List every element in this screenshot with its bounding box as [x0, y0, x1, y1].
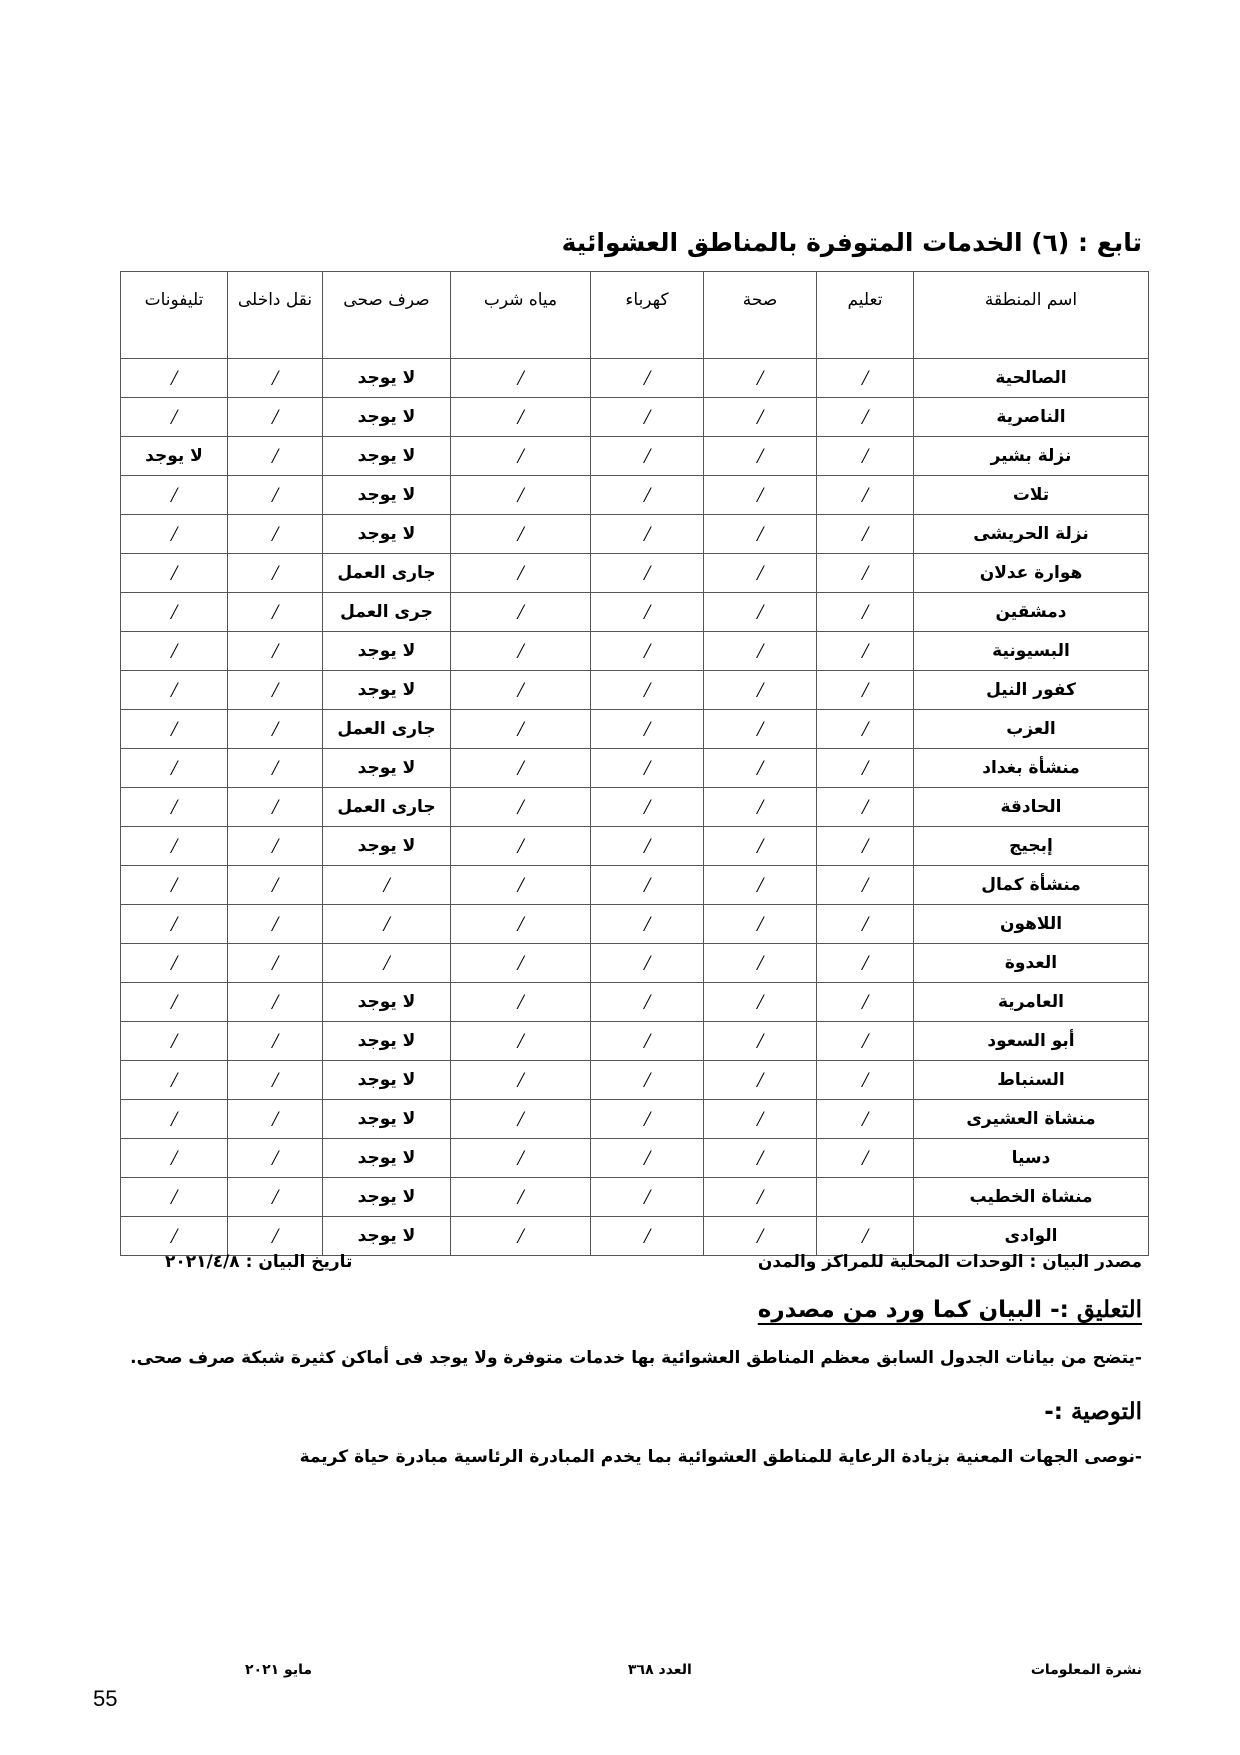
service-cell: / — [228, 593, 323, 632]
column-header: نقل داخلى — [228, 272, 323, 359]
service-cell: / — [121, 983, 228, 1022]
service-cell: / — [121, 1178, 228, 1217]
table-row — [121, 944, 1149, 983]
service-cell: لا يوجد — [323, 1178, 451, 1217]
service-cell: / — [228, 554, 323, 593]
service-cell: / — [591, 944, 704, 983]
recommendation-heading — [1044, 1398, 1142, 1425]
service-cell: / — [228, 983, 323, 1022]
table-row — [121, 749, 1149, 788]
service-cell: / — [121, 866, 228, 905]
service-cell: / — [704, 1100, 817, 1139]
area-name-cell: الحادقة — [914, 788, 1149, 827]
page-number: 55 — [93, 1686, 118, 1711]
service-cell: / — [228, 1022, 323, 1061]
table-row — [121, 866, 1149, 905]
area-name-cell: منشأة بغداد — [914, 749, 1149, 788]
service-cell: / — [228, 1061, 323, 1100]
service-cell: / — [121, 671, 228, 710]
service-cell: / — [228, 398, 323, 437]
service-cell: / — [451, 437, 591, 476]
service-cell: / — [121, 827, 228, 866]
service-cell: / — [591, 515, 704, 554]
service-cell: لا يوجد — [323, 749, 451, 788]
table-row — [121, 827, 1149, 866]
service-cell: / — [591, 671, 704, 710]
area-name-cell: كفور النيل — [914, 671, 1149, 710]
area-name-cell: البسيونية — [914, 632, 1149, 671]
service-cell: جرى العمل — [323, 593, 451, 632]
service-cell: / — [704, 983, 817, 1022]
service-cell: / — [591, 983, 704, 1022]
service-cell: / — [121, 905, 228, 944]
service-cell: / — [121, 515, 228, 554]
column-header: مياه شرب — [451, 272, 591, 359]
recommendation-label: التوصية — [1070, 1398, 1142, 1425]
service-cell: / — [817, 1061, 914, 1100]
service-cell: / — [121, 1100, 228, 1139]
area-name-cell: نزلة الحريشى — [914, 515, 1149, 554]
service-cell: / — [704, 593, 817, 632]
service-cell: / — [228, 1139, 323, 1178]
service-cell: / — [228, 944, 323, 983]
service-cell: / — [228, 1100, 323, 1139]
area-name-cell: منشأة كمال — [914, 866, 1149, 905]
column-header: تعليم — [817, 272, 914, 359]
service-cell: / — [228, 827, 323, 866]
service-cell: / — [704, 1178, 817, 1217]
table-row — [121, 788, 1149, 827]
area-name-cell: العزب — [914, 710, 1149, 749]
column-header: تليفونات — [121, 272, 228, 359]
service-cell: لا يوجد — [323, 671, 451, 710]
service-cell: / — [704, 554, 817, 593]
service-cell: / — [704, 1139, 817, 1178]
service-cell: / — [451, 710, 591, 749]
service-cell: / — [704, 476, 817, 515]
service-cell: / — [228, 1178, 323, 1217]
area-name-cell: نزلة بشير — [914, 437, 1149, 476]
service-cell: لا يوجد — [323, 1139, 451, 1178]
service-cell: / — [323, 905, 451, 944]
service-cell: / — [817, 827, 914, 866]
service-cell: / — [704, 1022, 817, 1061]
footer-publication: نشرة المعلومات — [1030, 1662, 1142, 1678]
service-cell: / — [704, 398, 817, 437]
table-row — [121, 398, 1149, 437]
footer-issue: العدد ٣٦٨ — [628, 1662, 692, 1678]
table-row — [121, 671, 1149, 710]
table-body — [121, 359, 1149, 1256]
service-cell: / — [817, 710, 914, 749]
service-cell: / — [591, 1178, 704, 1217]
service-cell: لا يوجد — [121, 437, 228, 476]
service-cell: / — [817, 1139, 914, 1178]
service-cell: / — [817, 1100, 914, 1139]
service-cell: / — [817, 476, 914, 515]
service-cell: / — [817, 905, 914, 944]
table-row — [121, 554, 1149, 593]
service-cell: / — [451, 515, 591, 554]
column-header: صرف صحى — [323, 272, 451, 359]
table-row — [121, 632, 1149, 671]
service-cell: / — [817, 398, 914, 437]
area-name-cell: العامرية — [914, 983, 1149, 1022]
table-row — [121, 593, 1149, 632]
service-cell: / — [121, 1061, 228, 1100]
service-cell: جارى العمل — [323, 554, 451, 593]
service-cell: / — [451, 827, 591, 866]
service-cell: / — [704, 632, 817, 671]
service-cell: / — [121, 1217, 228, 1256]
service-cell: لا يوجد — [323, 398, 451, 437]
service-cell: / — [228, 710, 323, 749]
service-cell: / — [451, 632, 591, 671]
service-cell: / — [451, 398, 591, 437]
service-cell: / — [451, 593, 591, 632]
service-cell: / — [228, 515, 323, 554]
table-row — [121, 1022, 1149, 1061]
service-cell: جارى العمل — [323, 710, 451, 749]
service-cell: / — [817, 866, 914, 905]
service-cell: / — [591, 866, 704, 905]
table-header-row — [121, 272, 1149, 359]
area-name-cell: الوادى — [914, 1217, 1149, 1256]
service-cell: / — [704, 749, 817, 788]
recommendation-text: -نوصى الجهات المعنية بزيادة الرعاية للمناطق العشوائية بما يخدم المبادرة الرئاسية مبادرة حياة كريمة — [299, 1447, 1142, 1467]
service-cell: / — [121, 632, 228, 671]
service-cell: / — [451, 671, 591, 710]
service-cell: / — [591, 1139, 704, 1178]
service-cell: / — [817, 1022, 914, 1061]
service-cell: / — [704, 827, 817, 866]
data-source: مصدر البيان : الوحدات المحلية للمراكز والمدن — [757, 1252, 1142, 1272]
table-row — [121, 1061, 1149, 1100]
table-row — [121, 1217, 1149, 1256]
table-row — [121, 983, 1149, 1022]
area-name-cell: منشاة الخطيب — [914, 1178, 1149, 1217]
service-cell: / — [228, 632, 323, 671]
service-cell: / — [704, 1217, 817, 1256]
service-cell: / — [228, 437, 323, 476]
comment-heading-rest: :- البيان كما ورد من مصدره — [757, 1297, 1077, 1323]
table-row — [121, 1139, 1149, 1178]
service-cell: لا يوجد — [323, 632, 451, 671]
service-cell: / — [704, 359, 817, 398]
table-row — [121, 905, 1149, 944]
service-cell: / — [817, 515, 914, 554]
table-row — [121, 359, 1149, 398]
service-cell: / — [451, 359, 591, 398]
service-cell: / — [228, 788, 323, 827]
area-name-cell: اللاهون — [914, 905, 1149, 944]
service-cell: / — [121, 476, 228, 515]
service-cell — [817, 1178, 914, 1217]
recommendation-heading-rest: :- — [1044, 1399, 1071, 1425]
service-cell: / — [817, 593, 914, 632]
service-cell: / — [817, 671, 914, 710]
service-cell: / — [121, 710, 228, 749]
area-name-cell: تلات — [914, 476, 1149, 515]
service-cell: / — [817, 983, 914, 1022]
service-cell: / — [817, 1217, 914, 1256]
service-cell: لا يوجد — [323, 1061, 451, 1100]
table-row — [121, 1178, 1149, 1217]
service-cell: / — [591, 398, 704, 437]
service-cell: / — [817, 788, 914, 827]
services-table — [120, 271, 1149, 1256]
service-cell: / — [121, 788, 228, 827]
service-cell: / — [704, 671, 817, 710]
service-cell: / — [817, 944, 914, 983]
service-cell: / — [228, 359, 323, 398]
service-cell: / — [121, 593, 228, 632]
service-cell: / — [591, 359, 704, 398]
service-cell: / — [704, 866, 817, 905]
service-cell: / — [228, 476, 323, 515]
service-cell: / — [591, 905, 704, 944]
area-name-cell: منشاة العشيرى — [914, 1100, 1149, 1139]
service-cell: / — [704, 437, 817, 476]
service-cell: / — [451, 554, 591, 593]
service-cell: / — [451, 788, 591, 827]
service-cell: / — [451, 1022, 591, 1061]
area-name-cell: دسيا — [914, 1139, 1149, 1178]
column-header: اسم المنطقة — [914, 272, 1149, 359]
footer-date: مايو ٢٠٢١ — [245, 1662, 313, 1678]
area-name-cell: إبجيج — [914, 827, 1149, 866]
service-cell: / — [451, 983, 591, 1022]
service-cell: / — [591, 1100, 704, 1139]
service-cell: / — [228, 905, 323, 944]
service-cell: / — [704, 788, 817, 827]
service-cell: لا يوجد — [323, 359, 451, 398]
page-title: تابع : (٦) الخدمات المتوفرة بالمناطق العشوائية — [561, 228, 1142, 257]
service-cell: / — [228, 671, 323, 710]
service-cell: / — [591, 632, 704, 671]
service-cell: / — [451, 1178, 591, 1217]
service-cell: / — [591, 437, 704, 476]
service-cell: / — [704, 710, 817, 749]
service-cell: / — [121, 359, 228, 398]
table-row — [121, 710, 1149, 749]
area-name-cell: دمشقين — [914, 593, 1149, 632]
service-cell: / — [591, 710, 704, 749]
comment-heading — [758, 1296, 1142, 1323]
service-cell: لا يوجد — [323, 1217, 451, 1256]
service-cell: / — [228, 866, 323, 905]
service-cell: / — [323, 944, 451, 983]
service-cell: / — [591, 749, 704, 788]
service-cell: / — [591, 1061, 704, 1100]
service-cell: / — [704, 905, 817, 944]
service-cell: / — [228, 749, 323, 788]
service-cell: / — [817, 749, 914, 788]
data-date: تاريخ البيان : ٢٠٢١/٤/٨ — [165, 1252, 353, 1272]
area-name-cell: العدوة — [914, 944, 1149, 983]
service-cell: / — [228, 1217, 323, 1256]
service-cell: جارى العمل — [323, 788, 451, 827]
service-cell: / — [591, 593, 704, 632]
service-cell: / — [591, 827, 704, 866]
service-cell: / — [121, 1022, 228, 1061]
service-cell: / — [591, 1022, 704, 1061]
service-cell: لا يوجد — [323, 1022, 451, 1061]
service-cell: لا يوجد — [323, 437, 451, 476]
comment-text: -يتضح من بيانات الجدول السابق معظم المناطق العشوائية بها خدمات متوفرة ولا يوجد فى أماكن كثيرة شبكة صرف صحى. — [130, 1348, 1142, 1368]
service-cell: / — [451, 1061, 591, 1100]
column-header: صحة — [704, 272, 817, 359]
column-header: كهرباء — [591, 272, 704, 359]
table-row — [121, 1100, 1149, 1139]
area-name-cell: أبو السعود — [914, 1022, 1149, 1061]
service-cell: / — [817, 359, 914, 398]
area-name-cell: هوارة عدلان — [914, 554, 1149, 593]
service-cell: لا يوجد — [323, 515, 451, 554]
service-cell: / — [451, 1100, 591, 1139]
area-name-cell: الناصرية — [914, 398, 1149, 437]
service-cell: لا يوجد — [323, 476, 451, 515]
service-cell: / — [817, 554, 914, 593]
service-cell: / — [121, 398, 228, 437]
service-cell: / — [323, 866, 451, 905]
service-cell: / — [591, 554, 704, 593]
service-cell: / — [451, 476, 591, 515]
service-cell: / — [591, 476, 704, 515]
table-row — [121, 476, 1149, 515]
service-cell: / — [451, 1139, 591, 1178]
service-cell: / — [451, 905, 591, 944]
service-cell: / — [451, 944, 591, 983]
service-cell: / — [121, 1139, 228, 1178]
service-cell: / — [591, 788, 704, 827]
service-cell: / — [704, 1061, 817, 1100]
comment-label: التعليق — [1076, 1296, 1142, 1323]
service-cell: / — [121, 944, 228, 983]
table-row — [121, 515, 1149, 554]
service-cell: / — [704, 515, 817, 554]
area-name-cell: السنباط — [914, 1061, 1149, 1100]
service-cell: / — [451, 866, 591, 905]
service-cell: / — [817, 632, 914, 671]
area-name-cell: الصالحية — [914, 359, 1149, 398]
service-cell: / — [451, 1217, 591, 1256]
service-cell: / — [704, 944, 817, 983]
service-cell: لا يوجد — [323, 1100, 451, 1139]
table-row — [121, 437, 1149, 476]
service-cell: لا يوجد — [323, 983, 451, 1022]
service-cell: / — [591, 1217, 704, 1256]
service-cell: / — [817, 437, 914, 476]
service-cell: لا يوجد — [323, 827, 451, 866]
service-cell: / — [121, 554, 228, 593]
service-cell: / — [121, 749, 228, 788]
service-cell: / — [451, 749, 591, 788]
